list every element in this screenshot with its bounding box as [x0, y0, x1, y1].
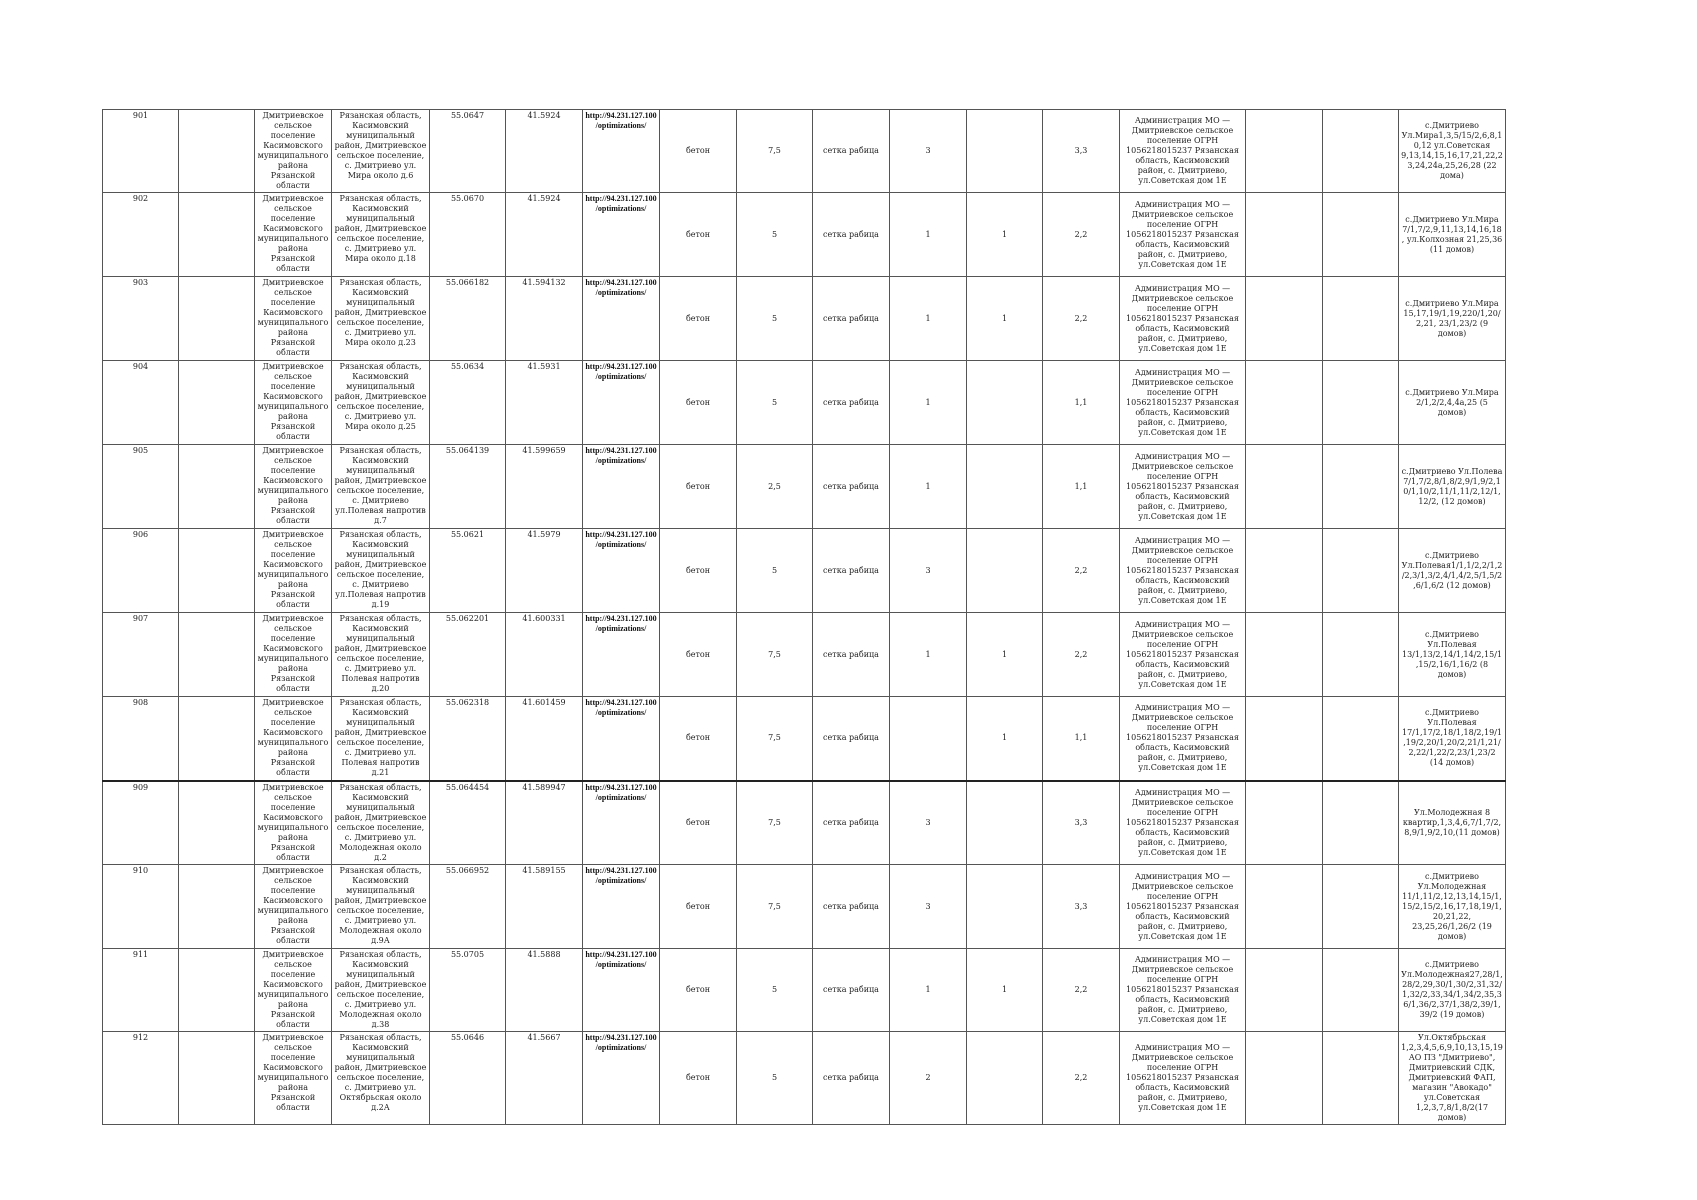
served-addresses-cell: с.Дмитриево Ул.Полевая1/1,1/2,2/1,2/2,3/1,3/2,4/1,4/2,5/1,5/2,6/1,6/2 (12 домов)	[1399, 529, 1506, 613]
empty-cell	[1323, 110, 1399, 193]
area-cell: 5	[737, 529, 813, 613]
address-cell: Рязанская область, Касимовский муниципальный район, Дмитриевское сельское поселение, с. Дмитриево ул. Молодежная около д.2	[332, 781, 430, 865]
surface-cell: бетон	[660, 361, 737, 445]
owner-cell: Администрация МО — Дмитриевское сельское поселение ОГРН 1056218015237 Рязанская область, Касимовский район, с. Дмитриево, ул.Советская дом 1Е	[1120, 110, 1246, 193]
empty-cell	[179, 193, 255, 277]
container-count-cell: 1	[890, 949, 967, 1032]
table-row	[103, 697, 1506, 781]
surface-cell: бетон	[660, 613, 737, 697]
empty-cell	[179, 781, 255, 865]
owner-cell: Администрация МО — Дмитриевское сельское поселение ОГРН 1056218015237 Рязанская область, Касимовский район, с. Дмитриево, ул.Советская дом 1Е	[1120, 361, 1246, 445]
address-cell: Рязанская область, Касимовский муниципальный район, Дмитриевское сельское поселение, с. Дмитриево ул. Мира около д.25	[332, 361, 430, 445]
row-number-cell: 911	[103, 949, 179, 1032]
latitude-cell: 55.064454	[430, 781, 506, 865]
table-row	[103, 361, 1506, 445]
container-count-cell: 1	[890, 445, 967, 529]
served-addresses-cell: Ул.Молодежная 8 квартир,1,3,4,6,7/1,7/2,8,9/1,9/2,10,(11 домов)	[1399, 781, 1506, 865]
longitude-cell: 41.599659	[506, 445, 583, 529]
area-cell: 5	[737, 277, 813, 361]
settlement-cell: Дмитриевское сельское поселение Касимовского муниципального района Рязанской области	[255, 193, 332, 277]
container-count-cell: 1	[890, 277, 967, 361]
table-row	[103, 1032, 1506, 1125]
table-row	[103, 949, 1506, 1032]
fence-cell: сетка рабица	[813, 529, 890, 613]
volume-cell: 2,2	[1043, 1032, 1120, 1125]
row-number-cell: 912	[103, 1032, 179, 1125]
surface-cell: бетон	[660, 865, 737, 949]
served-addresses-cell: Ул.Октябрьская 1,2,3,4,5,6,9,10,13,15,19 АО ПЗ "Дмитриево", Дмитриевский СДК, Дмитриевский ФАП, магазин "Авокадо" ул.Советская 1,2,3,7,8/1,8/2(17 домов)	[1399, 1032, 1506, 1125]
container-count2-cell	[967, 529, 1043, 613]
volume-cell: 2,2	[1043, 277, 1120, 361]
container-count2-cell	[967, 1032, 1043, 1125]
empty-cell	[179, 613, 255, 697]
container-count-cell: 2	[890, 1032, 967, 1125]
container-count-cell: 3	[890, 529, 967, 613]
fence-cell: сетка рабица	[813, 865, 890, 949]
owner-cell: Администрация МО — Дмитриевское сельское поселение ОГРН 1056218015237 Рязанская область, Касимовский район, с. Дмитриево, ул.Советская дом 1Е	[1120, 529, 1246, 613]
owner-cell: Администрация МО — Дмитриевское сельское поселение ОГРН 1056218015237 Рязанская область, Касимовский район, с. Дмитриево, ул.Советская дом 1Е	[1120, 1032, 1246, 1125]
empty-cell	[179, 949, 255, 1032]
table-row	[103, 277, 1506, 361]
longitude-cell: 41.601459	[506, 697, 583, 781]
row-number-cell: 910	[103, 865, 179, 949]
owner-cell: Администрация МО — Дмитриевское сельское поселение ОГРН 1056218015237 Рязанская область, Касимовский район, с. Дмитриево, ул.Советская дом 1Е	[1120, 277, 1246, 361]
area-cell: 2,5	[737, 445, 813, 529]
table-row	[103, 613, 1506, 697]
owner-cell: Администрация МО — Дмитриевское сельское поселение ОГРН 1056218015237 Рязанская область, Касимовский район, с. Дмитриево, ул.Советская дом 1Е	[1120, 445, 1246, 529]
row-number-cell: 903	[103, 277, 179, 361]
latitude-cell: 55.062201	[430, 613, 506, 697]
row-number-cell: 908	[103, 697, 179, 781]
owner-cell: Администрация МО — Дмитриевское сельское поселение ОГРН 1056218015237 Рязанская область, Касимовский район, с. Дмитриево, ул.Советская дом 1Е	[1120, 949, 1246, 1032]
row-number-cell: 905	[103, 445, 179, 529]
address-cell: Рязанская область, Касимовский муниципальный район, Дмитриевское сельское поселение, с. Дмитриево ул. Молодежная около д.38	[332, 949, 430, 1032]
latitude-cell: 55.062318	[430, 697, 506, 781]
surface-cell: бетон	[660, 529, 737, 613]
longitude-cell: 41.5924	[506, 193, 583, 277]
latitude-cell: 55.0647	[430, 110, 506, 193]
area-cell: 5	[737, 361, 813, 445]
longitude-cell: 41.600331	[506, 613, 583, 697]
latitude-cell: 55.0646	[430, 1032, 506, 1125]
area-cell: 5	[737, 193, 813, 277]
longitude-cell: 41.5931	[506, 361, 583, 445]
latitude-cell: 55.0621	[430, 529, 506, 613]
empty-cell	[1246, 865, 1323, 949]
volume-cell: 2,2	[1043, 193, 1120, 277]
fence-cell: сетка рабица	[813, 781, 890, 865]
empty-cell	[1323, 865, 1399, 949]
owner-cell: Администрация МО — Дмитриевское сельское поселение ОГРН 1056218015237 Рязанская область, Касимовский район, с. Дмитриево, ул.Советская дом 1Е	[1120, 193, 1246, 277]
latitude-cell: 55.066952	[430, 865, 506, 949]
empty-cell	[1246, 110, 1323, 193]
empty-cell	[1246, 361, 1323, 445]
area-cell: 7,5	[737, 613, 813, 697]
table-row	[103, 193, 1506, 277]
table-row	[103, 865, 1506, 949]
fence-cell: сетка рабица	[813, 445, 890, 529]
address-cell: Рязанская область, Касимовский муниципальный район, Дмитриевское сельское поселение, с. Дмитриево ул.Полевая напротив д.7	[332, 445, 430, 529]
empty-cell	[1323, 613, 1399, 697]
row-number-cell: 909	[103, 781, 179, 865]
container-count-cell: 3	[890, 110, 967, 193]
empty-cell	[179, 277, 255, 361]
row-number-cell: 901	[103, 110, 179, 193]
longitude-cell: 41.589947	[506, 781, 583, 865]
longitude-cell: 41.589155	[506, 865, 583, 949]
served-addresses-cell: с.Дмитриево Ул.Мира1,3,5/15/2,6,8,10,12 ул.Советская 9,13,14,15,16,17,21,22,23,24,24а,25,26,28 (22 дома)	[1399, 110, 1506, 193]
surface-cell: бетон	[660, 110, 737, 193]
address-cell: Рязанская область, Касимовский муниципальный район, Дмитриевское сельское поселение, с. Дмитриево ул. Полевая напротив д.21	[332, 697, 430, 781]
registry-table	[102, 109, 1506, 1125]
longitude-cell: 41.594132	[506, 277, 583, 361]
area-cell: 7,5	[737, 110, 813, 193]
container-count2-cell	[967, 110, 1043, 193]
empty-cell	[1323, 781, 1399, 865]
url-cell[interactable]: http://94.231.127.100/optimizations/	[583, 361, 660, 445]
url-cell[interactable]: http://94.231.127.100/optimizations/	[583, 445, 660, 529]
url-cell[interactable]: http://94.231.127.100/optimizations/	[583, 193, 660, 277]
served-addresses-cell: с.Дмитриево Ул.Мира 15,17,19/1,19,220/1,20/2,21, 23/1,23/2 (9 домов)	[1399, 277, 1506, 361]
url-cell[interactable]: http://94.231.127.100/optimizations/	[583, 697, 660, 781]
longitude-cell: 41.5924	[506, 110, 583, 193]
container-count-cell: 1	[890, 361, 967, 445]
container-count-cell: 1	[890, 613, 967, 697]
empty-cell	[1323, 1032, 1399, 1125]
area-cell: 7,5	[737, 781, 813, 865]
table-row	[103, 781, 1506, 865]
empty-cell	[1246, 445, 1323, 529]
longitude-cell: 41.5667	[506, 1032, 583, 1125]
surface-cell: бетон	[660, 949, 737, 1032]
served-addresses-cell: с.Дмитриево Ул.Молодежная27,28/1,28/2,29,30/1,30/2,31,32/1,32/2,33,34/1,34/2,35,36/1,36/2,37/1,38/2,39/1,39/2 (19 домов)	[1399, 949, 1506, 1032]
empty-cell	[179, 361, 255, 445]
area-cell: 7,5	[737, 865, 813, 949]
served-addresses-cell: с.Дмитриево Ул.Мира 7/1,7/2,9,11,13,14,16,18, ул.Колхозная 21,25,36 (11 домов)	[1399, 193, 1506, 277]
settlement-cell: Дмитриевское сельское поселение Касимовского муниципального района Рязанской области	[255, 613, 332, 697]
table-row	[103, 529, 1506, 613]
served-addresses-cell: с.Дмитриево Ул.Молодежная 11/1,11/2,12,13,14,15/1,15/2,15/2,16,17,18,19/1,20,21,22, 23,25,26/1,26/2 (19 домов)	[1399, 865, 1506, 949]
container-count2-cell	[967, 445, 1043, 529]
empty-cell	[1246, 613, 1323, 697]
latitude-cell: 55.066182	[430, 277, 506, 361]
empty-cell	[1323, 697, 1399, 781]
empty-cell	[1323, 361, 1399, 445]
settlement-cell: Дмитриевское сельское поселение Касимовского муниципального района Рязанской области	[255, 277, 332, 361]
row-number-cell: 904	[103, 361, 179, 445]
url-cell[interactable]: http://94.231.127.100/optimizations/	[583, 277, 660, 361]
owner-cell: Администрация МО — Дмитриевское сельское поселение ОГРН 1056218015237 Рязанская область, Касимовский район, с. Дмитриево, ул.Советская дом 1Е	[1120, 697, 1246, 781]
empty-cell	[1246, 1032, 1323, 1125]
row-number-cell: 906	[103, 529, 179, 613]
owner-cell: Администрация МО — Дмитриевское сельское поселение ОГРН 1056218015237 Рязанская область, Касимовский район, с. Дмитриево, ул.Советская дом 1Е	[1120, 613, 1246, 697]
address-cell: Рязанская область, Касимовский муниципальный район, Дмитриевское сельское поселение, с. Дмитриево ул.Полевая напротив д.19	[332, 529, 430, 613]
empty-cell	[1246, 529, 1323, 613]
settlement-cell: Дмитриевское сельское поселение Касимовского муниципального района Рязанской области	[255, 781, 332, 865]
settlement-cell: Дмитриевское сельское поселение Касимовского муниципального района Рязанской области	[255, 110, 332, 193]
settlement-cell: Дмитриевское сельское поселение Касимовского муниципального района Рязанской области	[255, 865, 332, 949]
fence-cell: сетка рабица	[813, 697, 890, 781]
empty-cell	[179, 697, 255, 781]
settlement-cell: Дмитриевское сельское поселение Касимовского муниципального района Рязанской области	[255, 529, 332, 613]
longitude-cell: 41.5888	[506, 949, 583, 1032]
volume-cell: 3,3	[1043, 110, 1120, 193]
url-cell[interactable]: http://94.231.127.100/optimizations/	[583, 529, 660, 613]
fence-cell: сетка рабица	[813, 361, 890, 445]
settlement-cell: Дмитриевское сельское поселение Касимовского муниципального района Рязанской области	[255, 361, 332, 445]
area-cell: 5	[737, 1032, 813, 1125]
empty-cell	[1246, 781, 1323, 865]
address-cell: Рязанская область, Касимовский муниципальный район, Дмитриевское сельское поселение, с. Дмитриево ул. Октябрьская около д.2А	[332, 1032, 430, 1125]
empty-cell	[1246, 949, 1323, 1032]
settlement-cell: Дмитриевское сельское поселение Касимовского муниципального района Рязанской области	[255, 445, 332, 529]
container-count2-cell	[967, 781, 1043, 865]
volume-cell: 2,2	[1043, 529, 1120, 613]
container-count2-cell: 1	[967, 193, 1043, 277]
url-cell[interactable]: http://94.231.127.100/optimizations/	[583, 110, 660, 193]
served-addresses-cell: с.Дмитриево Ул.Полевая 17/1,17/2,18/1,18/2,19/1,19/2,20/1,20/2,21/1,21/2,22/1,22/2,23/1,23/2 (14 домов)	[1399, 697, 1506, 781]
url-cell[interactable]: http://94.231.127.100/optimizations/	[583, 1032, 660, 1125]
fence-cell: сетка рабица	[813, 1032, 890, 1125]
surface-cell: бетон	[660, 445, 737, 529]
surface-cell: бетон	[660, 781, 737, 865]
volume-cell: 1,1	[1043, 697, 1120, 781]
volume-cell: 3,3	[1043, 865, 1120, 949]
latitude-cell: 55.064139	[430, 445, 506, 529]
fence-cell: сетка рабица	[813, 949, 890, 1032]
surface-cell: бетон	[660, 193, 737, 277]
container-count2-cell: 1	[967, 949, 1043, 1032]
fence-cell: сетка рабица	[813, 110, 890, 193]
longitude-cell: 41.5979	[506, 529, 583, 613]
empty-cell	[1323, 949, 1399, 1032]
volume-cell: 3,3	[1043, 781, 1120, 865]
container-count2-cell: 1	[967, 697, 1043, 781]
empty-cell	[179, 529, 255, 613]
volume-cell: 1,1	[1043, 361, 1120, 445]
table-row	[103, 445, 1506, 529]
container-count2-cell: 1	[967, 613, 1043, 697]
container-count2-cell	[967, 361, 1043, 445]
volume-cell: 1,1	[1043, 445, 1120, 529]
container-count-cell	[890, 697, 967, 781]
fence-cell: сетка рабица	[813, 277, 890, 361]
url-cell[interactable]: http://94.231.127.100/optimizations/	[583, 781, 660, 865]
surface-cell: бетон	[660, 1032, 737, 1125]
area-cell: 5	[737, 949, 813, 1032]
table-row	[103, 110, 1506, 193]
url-cell[interactable]: http://94.231.127.100/optimizations/	[583, 865, 660, 949]
owner-cell: Администрация МО — Дмитриевское сельское поселение ОГРН 1056218015237 Рязанская область, Касимовский район, с. Дмитриево, ул.Советская дом 1Е	[1120, 781, 1246, 865]
fence-cell: сетка рабица	[813, 613, 890, 697]
container-count-cell: 3	[890, 781, 967, 865]
empty-cell	[1323, 529, 1399, 613]
empty-cell	[179, 110, 255, 193]
empty-cell	[179, 1032, 255, 1125]
empty-cell	[1246, 697, 1323, 781]
served-addresses-cell: с.Дмитриево Ул.Мира 2/1,2/2,4,4а,25 (5 домов)	[1399, 361, 1506, 445]
served-addresses-cell: с.Дмитриево Ул.Полевая 13/1,13/2,14/1,14/2,15/1,15/2,16/1,16/2 (8 домов)	[1399, 613, 1506, 697]
surface-cell: бетон	[660, 277, 737, 361]
latitude-cell: 55.0634	[430, 361, 506, 445]
empty-cell	[1323, 445, 1399, 529]
row-number-cell: 907	[103, 613, 179, 697]
settlement-cell: Дмитриевское сельское поселение Касимовского муниципального района Рязанской области	[255, 1032, 332, 1125]
address-cell: Рязанская область, Касимовский муниципальный район, Дмитриевское сельское поселение, с. Дмитриево ул. Мира около д.18	[332, 193, 430, 277]
address-cell: Рязанская область, Касимовский муниципальный район, Дмитриевское сельское поселение, с. Дмитриево ул. Мира около д.23	[332, 277, 430, 361]
container-count2-cell	[967, 865, 1043, 949]
container-count-cell: 3	[890, 865, 967, 949]
volume-cell: 2,2	[1043, 949, 1120, 1032]
latitude-cell: 55.0705	[430, 949, 506, 1032]
address-cell: Рязанская область, Касимовский муниципальный район, Дмитриевское сельское поселение, с. Дмитриево ул. Молодежная около д.9А	[332, 865, 430, 949]
empty-cell	[1246, 193, 1323, 277]
settlement-cell: Дмитриевское сельское поселение Касимовского муниципального района Рязанской области	[255, 697, 332, 781]
container-count2-cell: 1	[967, 277, 1043, 361]
empty-cell	[1323, 193, 1399, 277]
container-count-cell: 1	[890, 193, 967, 277]
fence-cell: сетка рабица	[813, 193, 890, 277]
surface-cell: бетон	[660, 697, 737, 781]
owner-cell: Администрация МО — Дмитриевское сельское поселение ОГРН 1056218015237 Рязанская область, Касимовский район, с. Дмитриево, ул.Советская дом 1Е	[1120, 865, 1246, 949]
url-cell[interactable]: http://94.231.127.100/optimizations/	[583, 613, 660, 697]
served-addresses-cell: с.Дмитриево Ул.Полева 7/1,7/2,8/1,8/2,9/1,9/2,10/1,10/2,11/1,11/2,12/1,12/2, (12 домов)	[1399, 445, 1506, 529]
empty-cell	[179, 865, 255, 949]
empty-cell	[1246, 277, 1323, 361]
volume-cell: 2,2	[1043, 613, 1120, 697]
settlement-cell: Дмитриевское сельское поселение Касимовского муниципального района Рязанской области	[255, 949, 332, 1032]
area-cell: 7,5	[737, 697, 813, 781]
address-cell: Рязанская область, Касимовский муниципальный район, Дмитриевское сельское поселение, с. Дмитриево ул. Мира около д.6	[332, 110, 430, 193]
url-cell[interactable]: http://94.231.127.100/optimizations/	[583, 949, 660, 1032]
row-number-cell: 902	[103, 193, 179, 277]
empty-cell	[179, 445, 255, 529]
empty-cell	[1323, 277, 1399, 361]
address-cell: Рязанская область, Касимовский муниципальный район, Дмитриевское сельское поселение, с. Дмитриево ул. Полевая напротив д.20	[332, 613, 430, 697]
latitude-cell: 55.0670	[430, 193, 506, 277]
